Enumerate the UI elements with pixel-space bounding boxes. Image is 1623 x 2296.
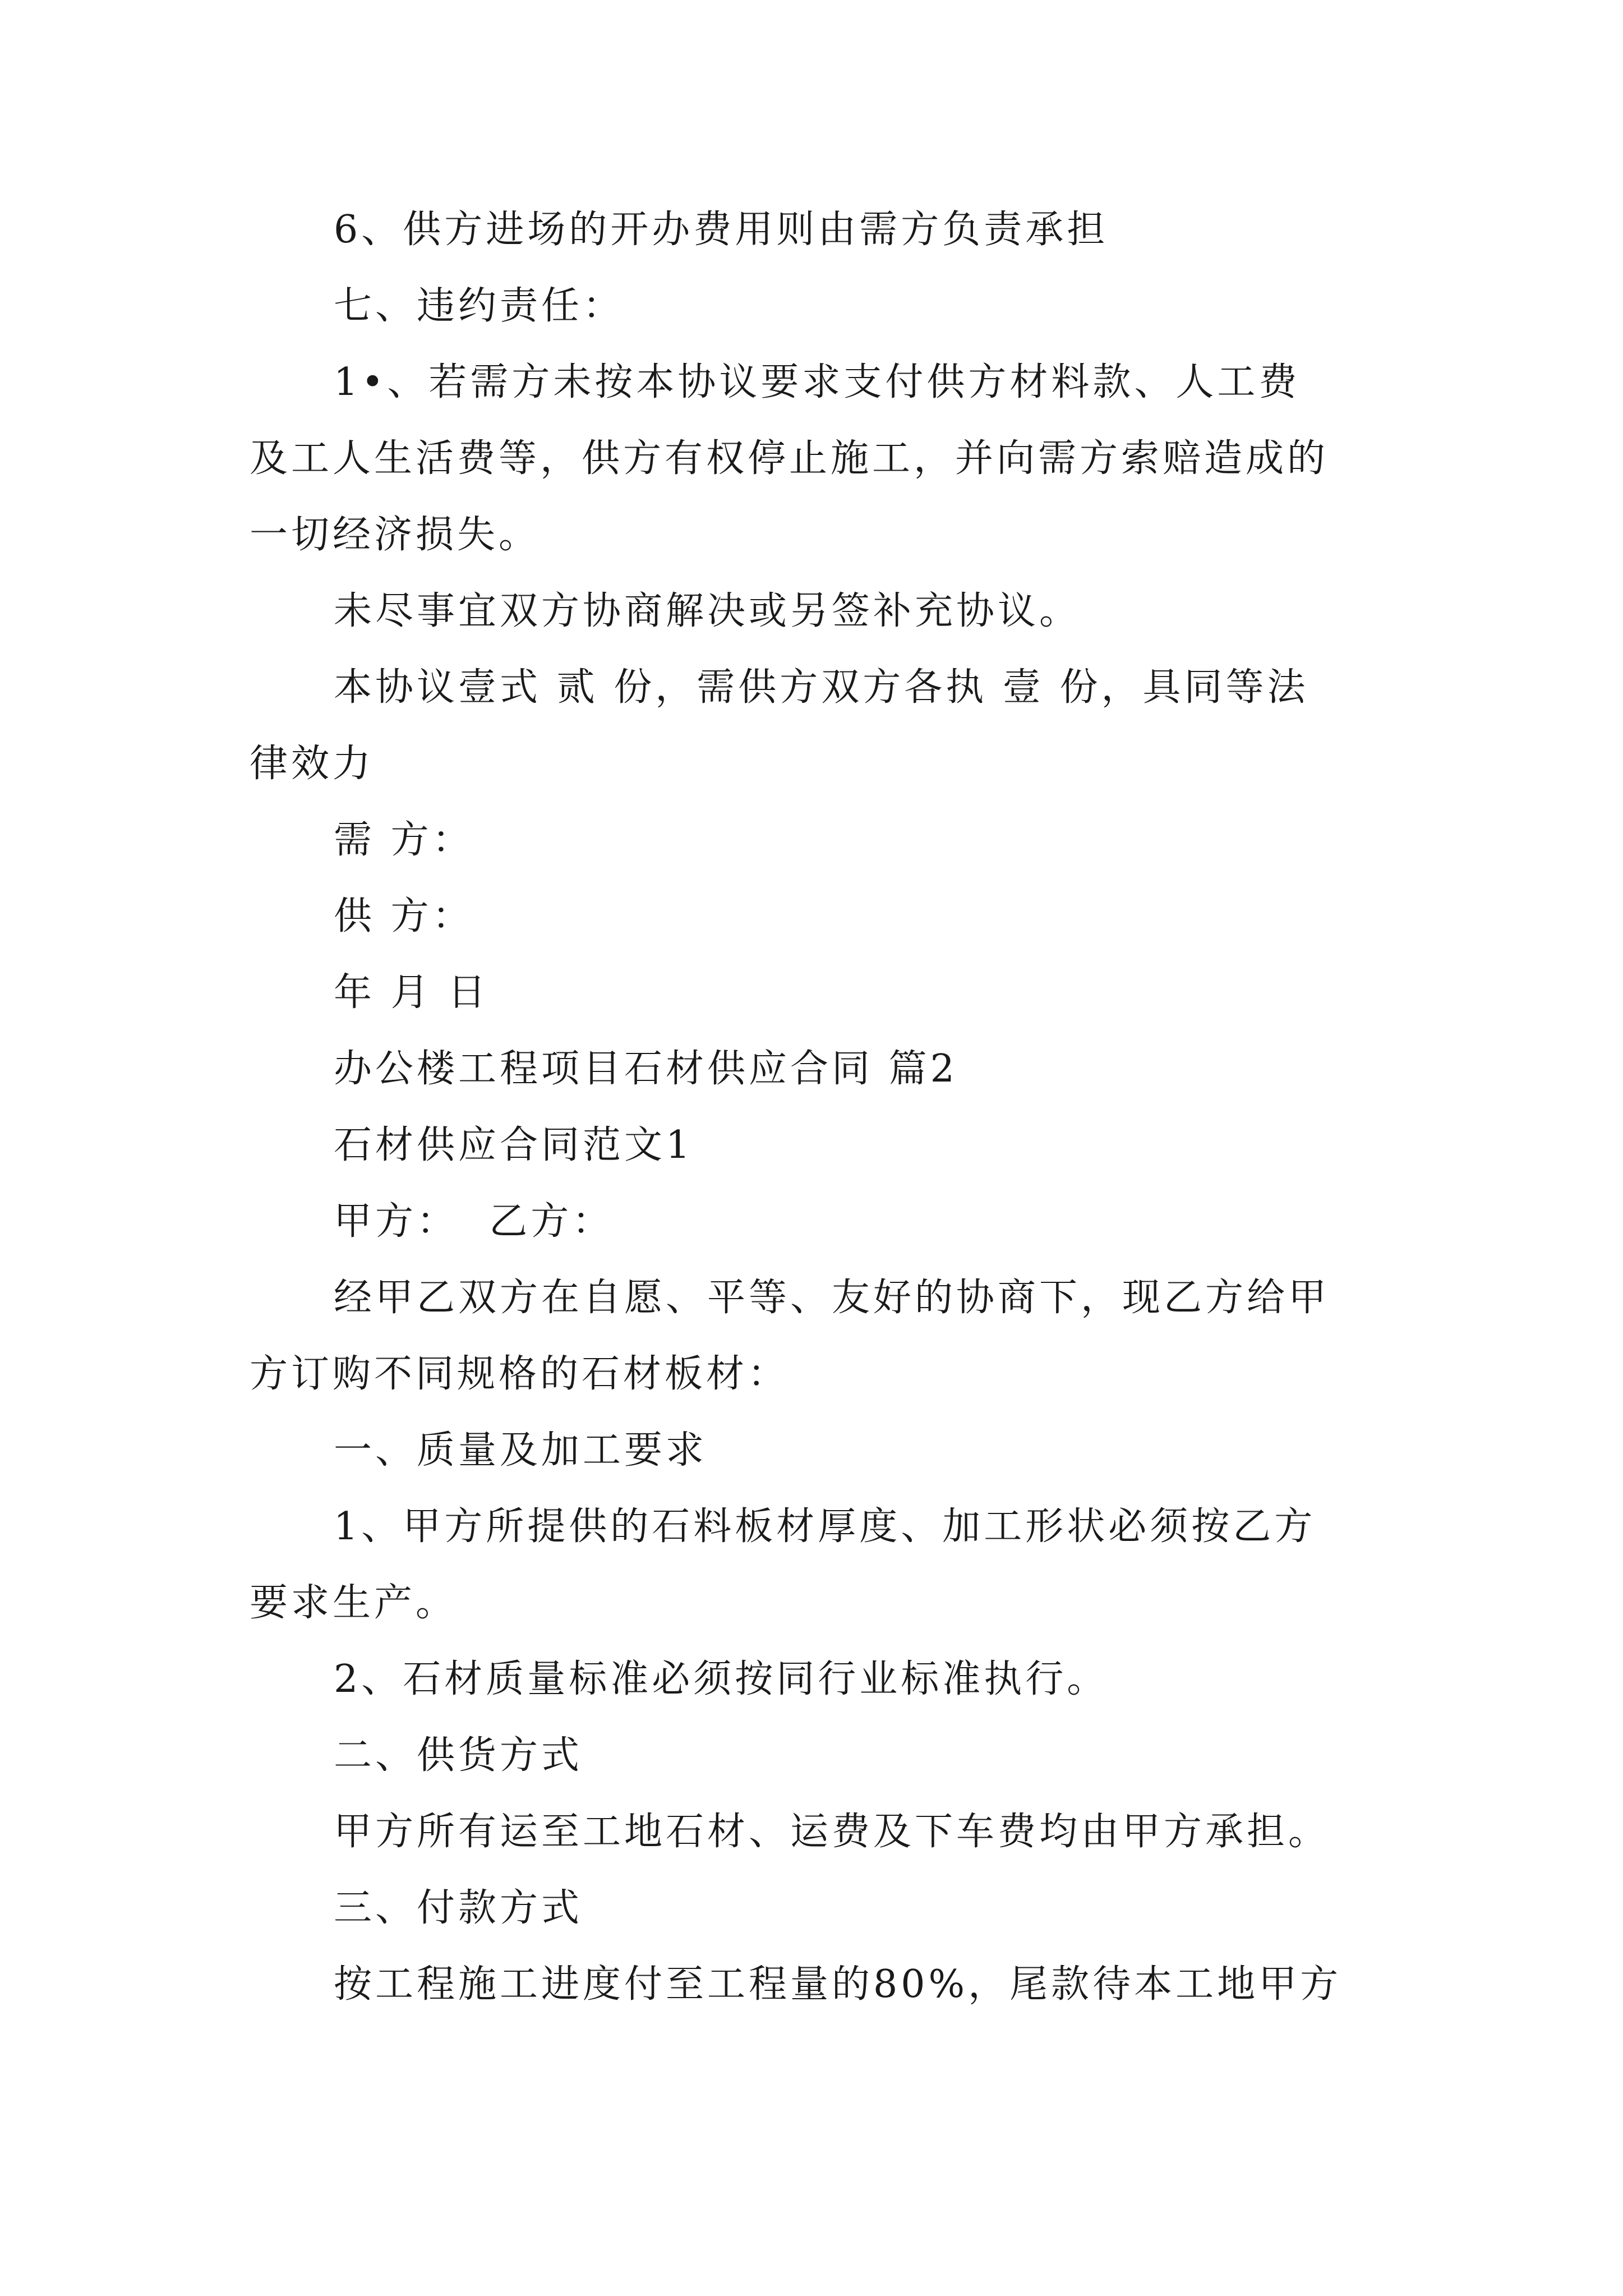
section-heading: 二、供货方式 <box>334 1733 583 1778</box>
signature-date: 年 月 日 <box>334 970 490 1015</box>
contract-title: 办公楼工程项目石材供应合同 篇2 <box>334 1047 958 1091</box>
section-heading: 三、付款方式 <box>334 1886 583 1930</box>
section-heading: 七、违约责任： <box>334 284 625 328</box>
paragraph-line: 1•、若需方未按本协议要求支付供方材料款、人工费 <box>334 360 1301 404</box>
paragraph-line: 要求生产。 <box>250 1581 458 1625</box>
signature-supply-party: 供 方： <box>334 894 474 938</box>
document-body <box>250 192 1388 2023</box>
paragraph-line: 及工人生活费等，供方有权停止施工，并向需方索赔造成的 <box>250 436 1329 481</box>
paragraph-line: 2、石材质量标准必须按同行业标准执行。 <box>334 1657 1109 1701</box>
paragraph-line: 方订购不同规格的石材板材： <box>250 1352 790 1396</box>
paragraph-line: 本协议壹式 贰 份，需供方双方各执 壹 份，具同等法 <box>334 665 1309 710</box>
paragraph-line: 经甲乙双方在自愿、平等、友好的协商下，现乙方给甲 <box>334 1276 1330 1320</box>
parties-line: 甲方： 乙方： <box>334 1199 614 1244</box>
paragraph-line: 按工程施工进度付至工程量的80%，尾款待本工地甲方 <box>334 1962 1342 2007</box>
paragraph-line: 一切经济损失。 <box>250 513 541 557</box>
contract-subtitle: 石材供应合同范文1 <box>334 1123 694 1167</box>
paragraph-line: 甲方所有运至工地石材、运费及下车费均由甲方承担。 <box>334 1810 1330 1854</box>
signature-demand-party: 需 方： <box>334 818 474 862</box>
section-heading: 一、质量及加工要求 <box>334 1428 708 1473</box>
paragraph-line: 1、甲方所提供的石料板材厚度、加工形状必须按乙方 <box>334 1504 1316 1549</box>
paragraph-line: 6、供方进场的开办费用则由需方负责承担 <box>334 208 1109 252</box>
paragraph-line: 未尽事宜双方协商解决或另签补充协议。 <box>334 589 1081 633</box>
paragraph-line: 律效力 <box>250 742 375 786</box>
